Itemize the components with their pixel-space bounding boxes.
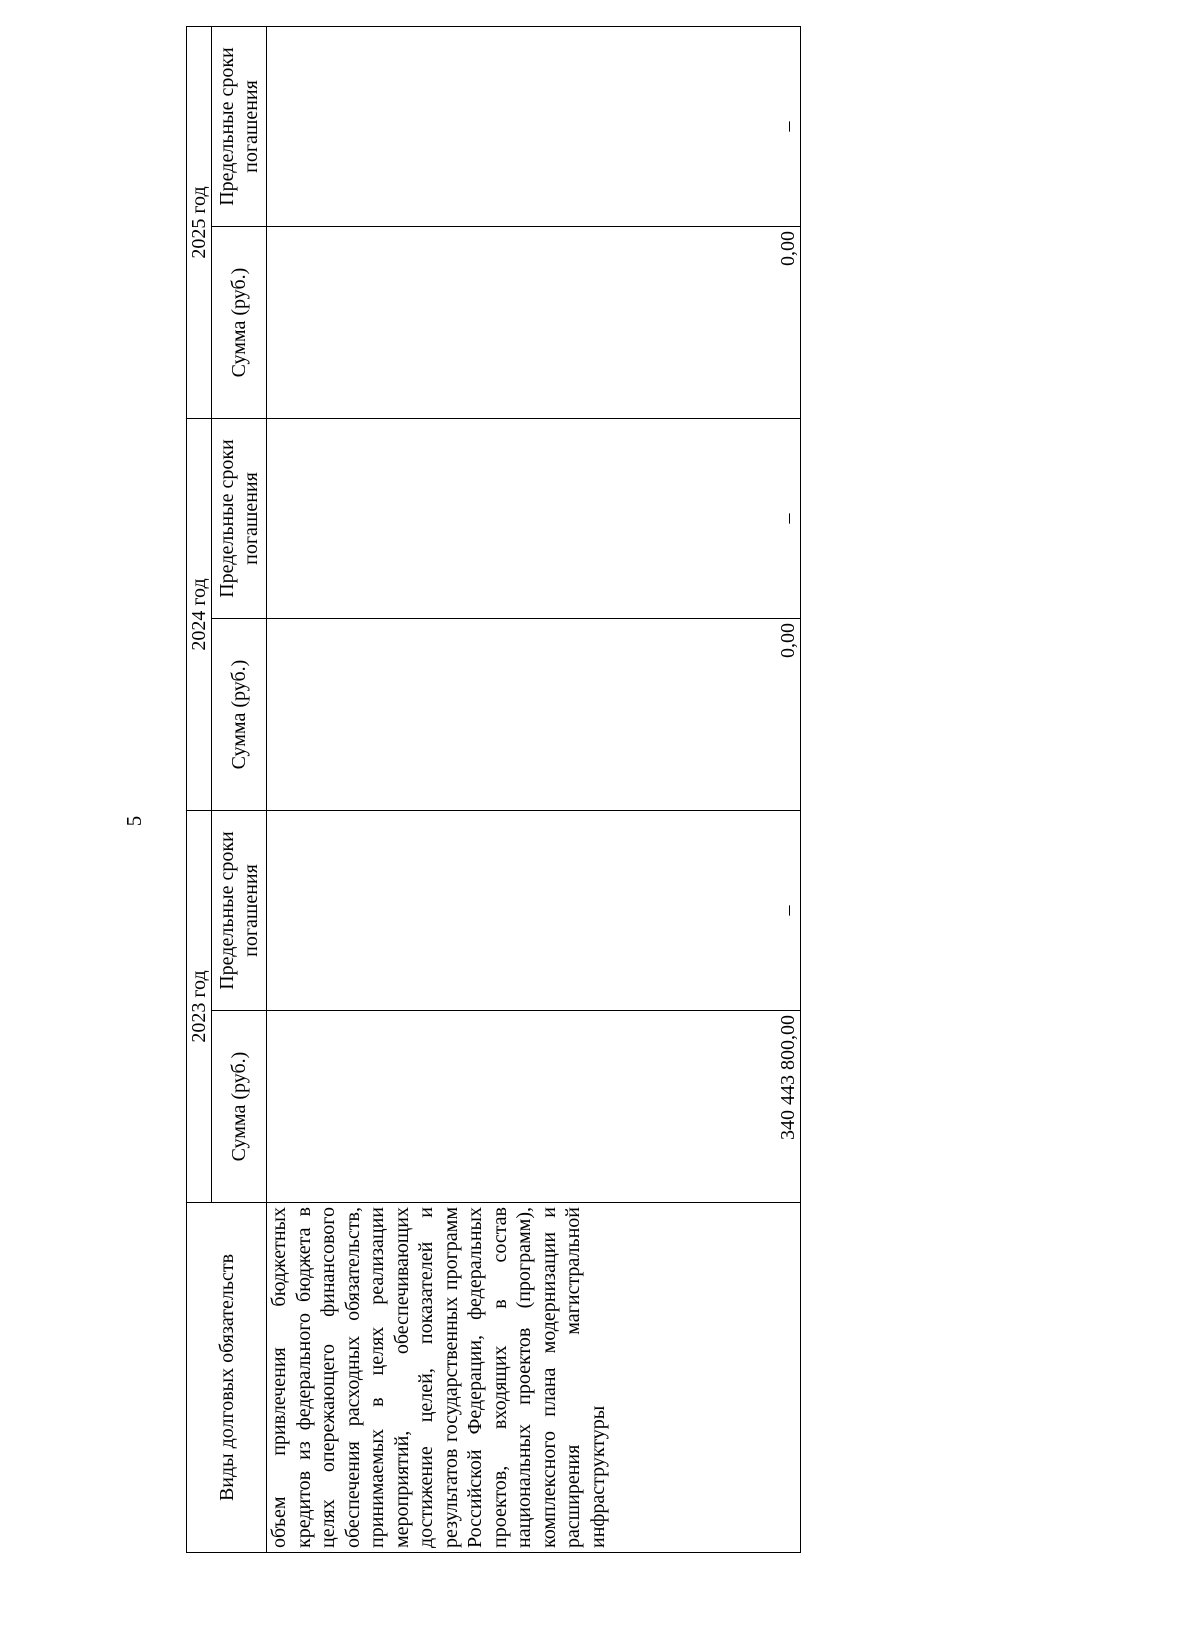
sum-2023: 340 443 800,00 — [267, 1011, 801, 1203]
header-sum-2025: Сумма (руб.) — [212, 227, 267, 419]
header-row-years — [187, 27, 212, 1553]
term-2025: – — [267, 27, 801, 227]
page-number: 5 — [121, 815, 146, 827]
table-row — [267, 27, 801, 1553]
debt-table-container — [186, 47, 801, 1553]
debt-obligations-table — [186, 26, 801, 1553]
header-debt-type: Виды долговых обязательств — [187, 1203, 267, 1553]
debt-type-description: объем привлечения бюджетных кредитов из федерального бюджета в целях опережающего финансового обеспечения расходных обязательств, принимаемых в целях реализации мероприятий, обеспечивающих достижение целей, показателей и результатов государственных программ Российской Федерации, федеральных проектов, входящих в состав национальных проектов (программ), комплексного плана модернизации и расширения магистральной инфраструктуры — [267, 1203, 801, 1553]
header-sum-2023: Сумма (руб.) — [212, 1011, 267, 1203]
sum-2024: 0,00 — [267, 619, 801, 811]
header-year-2025: 2025 год — [187, 27, 212, 419]
term-2023: – — [267, 811, 801, 1011]
header-term-2023: Предельные сроки погашения — [212, 811, 267, 1011]
sum-2025: 0,00 — [267, 227, 801, 419]
term-2024: – — [267, 419, 801, 619]
header-year-2023: 2023 год — [187, 811, 212, 1203]
header-term-2025: Предельные сроки погашения — [212, 27, 267, 227]
header-term-2024: Предельные сроки погашения — [212, 419, 267, 619]
header-year-2024: 2024 год — [187, 419, 212, 811]
header-sum-2024: Сумма (руб.) — [212, 619, 267, 811]
